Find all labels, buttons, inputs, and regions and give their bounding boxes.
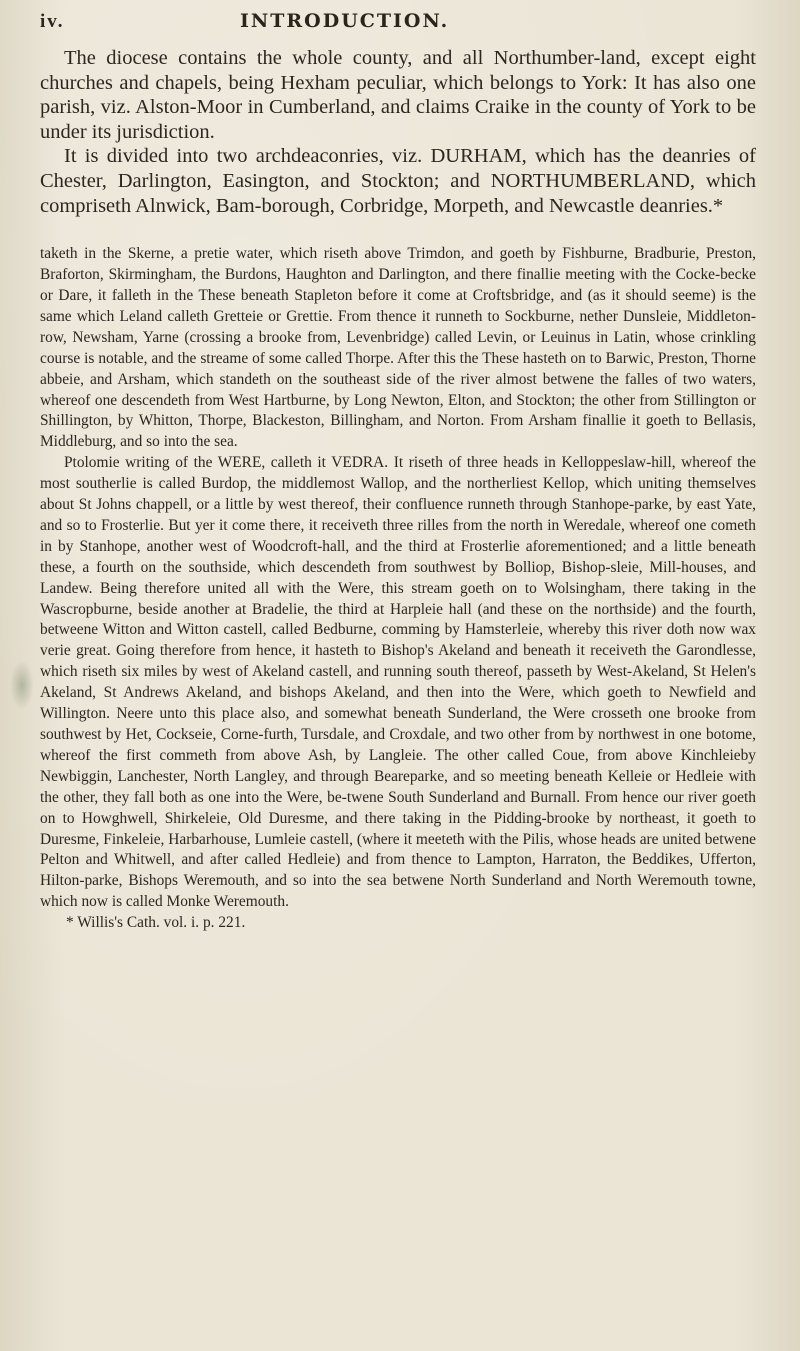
body-text bbox=[40, 244, 756, 934]
running-title: INTRODUCTION. bbox=[240, 10, 450, 32]
page-number: iv. bbox=[40, 11, 65, 32]
running-head bbox=[40, 10, 756, 36]
lead-paragraph-diocese: The diocese contains the whole county, and all Northumber-land, except eight churches and chapels, being Hexham peculiar, which belongs to York: It has also one parish, viz. Alston-Moor in Cumberland, and claims Craike in the county of York to be under its jurisdiction. bbox=[40, 47, 756, 143]
page-stain bbox=[10, 660, 34, 710]
lead-text bbox=[40, 46, 756, 218]
footnote: * Willis's Cath. vol. i. p. 221. bbox=[66, 914, 246, 932]
lead-paragraph-archdeaconries: It is divided into two archdeaconries, viz. DURHAM, which has the deanries of Chester, Darlington, Easington, and Stockton; and NORTHUMBERLAND, which compriseth Alnwick, Bam-borough, Corbridge, Morpeth, and Newcastle deanries.* bbox=[40, 145, 756, 217]
body-paragraph-skerne: taketh in the Skerne, a pretie water, which riseth above Trimdon, and goeth by Fishburne, Bradburie, Preston, Braforton, Skirmingham, the Burdons, Haughton and Darlington, and there finallie meeting with the Cocke-becke or Dare, it falleth in the These beneath Stapleton before it come at Croftsbridge, and (as it should seeme) is the same which Leland calleth Gretteie or Grettie. From thence it runneth to Sockburne, nether Dunsleie, Middleton-row, Newsham, Yarne (crossing a brooke from, Levenbridge) called Levin, or Leuinus in Latin, whose crinkling course is notable, and the streame of some called Thorpe. After this the These hasteth on to Barwic, Preston, Thorne abbeie, and Arsham, which standeth on the southeast side of the river almost betwene the falles of two waters, whereof one descendeth from West Hartburne, by Long Newton, Elton, and Stockton; the other from Stillington or Shillington, by Whitton, Thorpe, Blackeston, Billingham, and Norton. From Arsham finallie it goeth to Bellasis, Middleburg, and so into the sea. bbox=[40, 245, 756, 451]
body-paragraph-were: Ptolomie writing of the WERE, calleth it VEDRA. It riseth of three heads in Kelloppeslaw-hill, whereof the most southerlie is called Burdop, the middlemost Wallop, and the northerliest Kellop, which uniting themselves about St Johns chappell, or a little by west thereof, their confluence runneth through Stanhope-parke, by east Yate, and so to Frosterlie. But yer it come there, it receiveth three rilles from the north in Weredale, whereof one cometh in by Stanhope, another west of Woodcroft-hall, and the third at Frosterlie aforementioned; and a little beneath these, a fourth on the southside, which descendeth from southwest by Bolliop, Bishop-sleie, Mill-houses, and Landew. Being therefore united all with the Were, this stream goeth on to Wolsingham, there taking in the Wascropburne, beside another at Bradelie, the third at Harpleie hall (and these on the northside) and the fourth, betweene Witton and Witton castell, called Bedburne, comming by Hamsterleie, whereby this river doth now wax verie great. Going therefore from hence, it hasteth to Bishop's Akeland and beneath it receiveth the Garondlesse, which riseth six miles by west of Akeland castell, and running south thereof, passeth by West-Akeland, St Helen's Akeland, St Andrews Akeland, and bishops Akeland, and then into the Were, which goeth to Newfield and Willington. Neere unto this place also, and somewhat beneath Sunderland, the Were crosseth one brooke from southwest by Het, Cockseie, Corne-furth, Tursdale, and Croxdale, and two other from by northwest in one botome, whereof the first commeth from above Ash, by Langleie. The other called Coue, from above Kinchleieby Newbiggin, Lanchester, North Langley, and through Beareparke, and so meeting beneath Kelleie or Hedleie with the other, they fall both as one into the Were, be-twene South Sunderland and Burnall. From hence our river goeth on to Howghwell, Shirkeleie, Old Duresme, and there taking in the Pidding-brooke by northeast, it goeth to Duresme, Finkeleie, Harbarhouse, Lumleie castell, (where it meeteth with the Pilis, whose heads are united betwene Pelton and Whitwell, and after called Hedleie) and from thence to Lampton, Harraton, the Beddikes, Ufferton, Hilton-parke, Bishops Weremouth, and so into the sea betwene North Sunderland and North Weremouth towne, which now is called Monke Weremouth. bbox=[40, 454, 756, 911]
